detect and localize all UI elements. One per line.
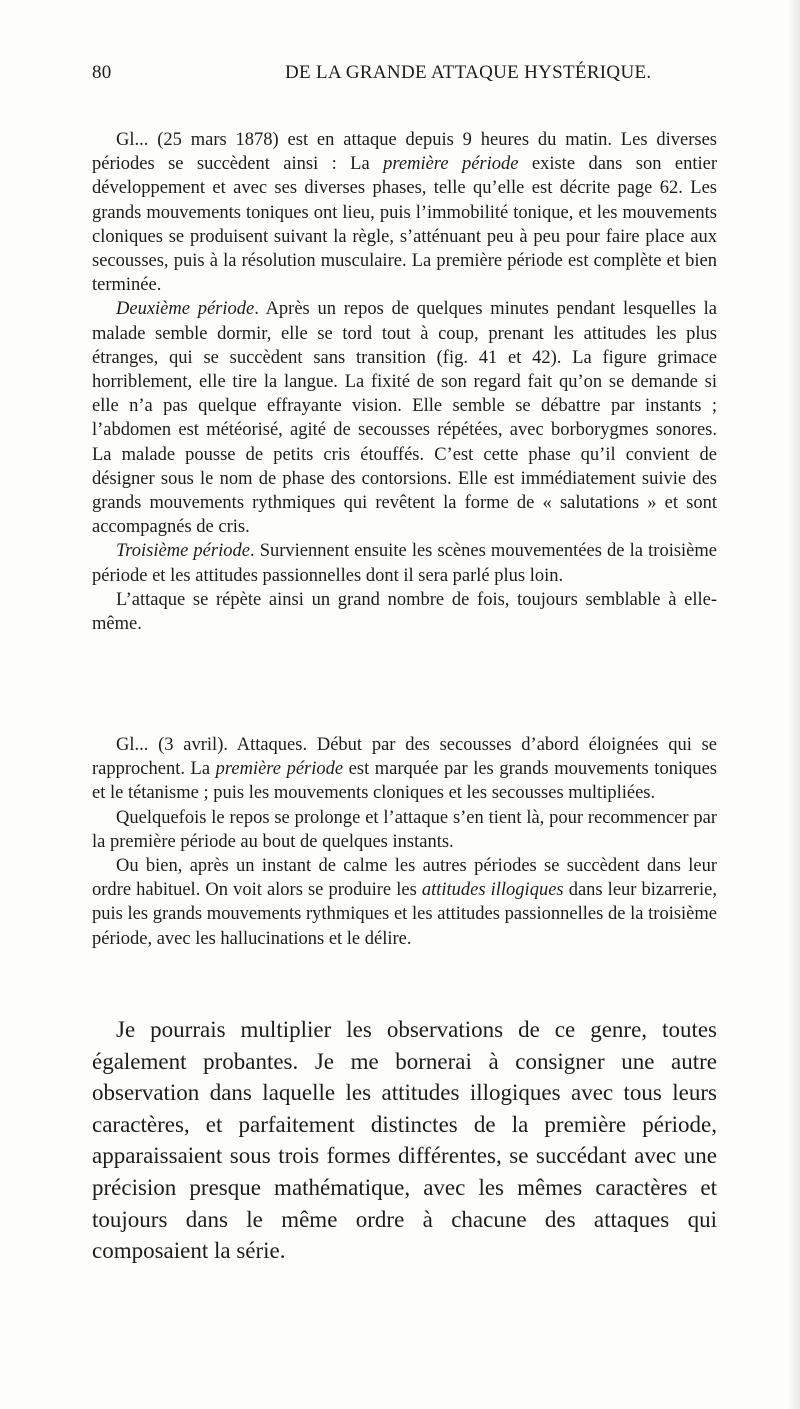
emphasis-deuxieme-periode: Deuxième période [116, 299, 255, 320]
main-text-block [92, 1014, 717, 1267]
paragraph-deuxieme-periode: Deuxième période. Après un repos de quelques minutes pendant lesquelles la malade semble dormir, elle se tord tout à coup, prenant les attitudes les plus étranges, qui se succèdent sans transition (fig. 41 et 42). La figure grimace horriblement, elle tire la langue. La fixité de son regard fait qu’on se demande si elle n’a pas quelque effrayante vision. Elle semble se débattre par instants ; l’abdomen est météorisé, agité de secousses répétées, avec borborygmes sonores. La malade pousse de petits cris étouffés. C’est cette phase qu’il convient de désigner sous le nom de phase des contorsions. Elle est immédiatement suivie des grands mouvements rythmiques qui revêtent la forme de « salutations » et sont accompagnés de cris. [92, 299, 717, 538]
paragraph-ordre-habituel: Ou bien, après un instant de calme les autres périodes se succèdent dans leur ordre habituel. On voit alors se produire les attitudes illogiques dans leur bizarrerie, puis les grands mouvements rythmiques et les attitudes passionnelles de la troisième période, avec les hallucinations et le délire. [92, 856, 718, 949]
emphasis-troisieme-periode: Troisième période [116, 541, 250, 562]
emphasis-premiere-periode-2: première période [215, 759, 344, 780]
paragraph-conclusion: Je pourrais multiplier les observations de ce genre, toutes également probantes. Je me bornerai à consigner une autre observation dans laquelle les attitudes illogiques avec tous leurs caractères, et parfaitement distinctes de la première période, apparaissaient sous trois formes différentes, se succédant avec une précision presque mathématique, avec les mêmes caractères et toujours dans le même ordre à chacune des attaques qui composaient la série. [92, 1017, 717, 1264]
page-header [92, 62, 712, 92]
page-number: 80 [92, 62, 112, 83]
emphasis-premiere-periode: première période [383, 154, 519, 175]
paragraph-repetition: L’attaque se répète ainsi un grand nombre de fois, toujours semblable à elle-même. [92, 589, 717, 635]
paragraph-observation-march: Gl... (25 mars 1878) est en attaque depuis 9 heures du matin. Les diverses périodes se succèdent ainsi : La première période existe dans son entier développement et avec ses diverses phases, telle qu’elle est décrite page 62. Les grands mouvements toniques ont lieu, puis l’immobilité tonique, et les mouvements cloniques se produisent suivant la règle, s’atténuant peu à peu pour faire place aux secousses, puis à la résolution musculaire. La première période est complète et bien terminée. [92, 130, 718, 296]
running-title: DE LA GRANDE ATTAQUE HYSTÉRIQUE. [285, 62, 652, 83]
page-edge-shadow [788, 0, 800, 1409]
observation-block-1 [92, 128, 717, 636]
paragraph-repos: Quelquefois le repos se prolonge et l’attaque s’en tient là, pour recommencer par la première période au bout de quelques instants. [92, 807, 717, 852]
emphasis-attitudes-illogiques: attitudes illogiques [421, 880, 564, 901]
paragraph-troisieme-periode: Troisième période. Surviennent ensuite les scènes mouvementées de la troisième période et les attitudes passionnelles dont il sera parlé plus loin. [92, 541, 717, 586]
observation-block-2 [92, 733, 717, 951]
paragraph-observation-april: Gl... (3 avril). Attaques. Début par des secousses d’abord éloignées qui se rapprochent. La première période est marquée par les grands mouvements toniques et le tétanisme ; puis les mouvements cloniques et les secousses multipliées. [92, 735, 717, 804]
